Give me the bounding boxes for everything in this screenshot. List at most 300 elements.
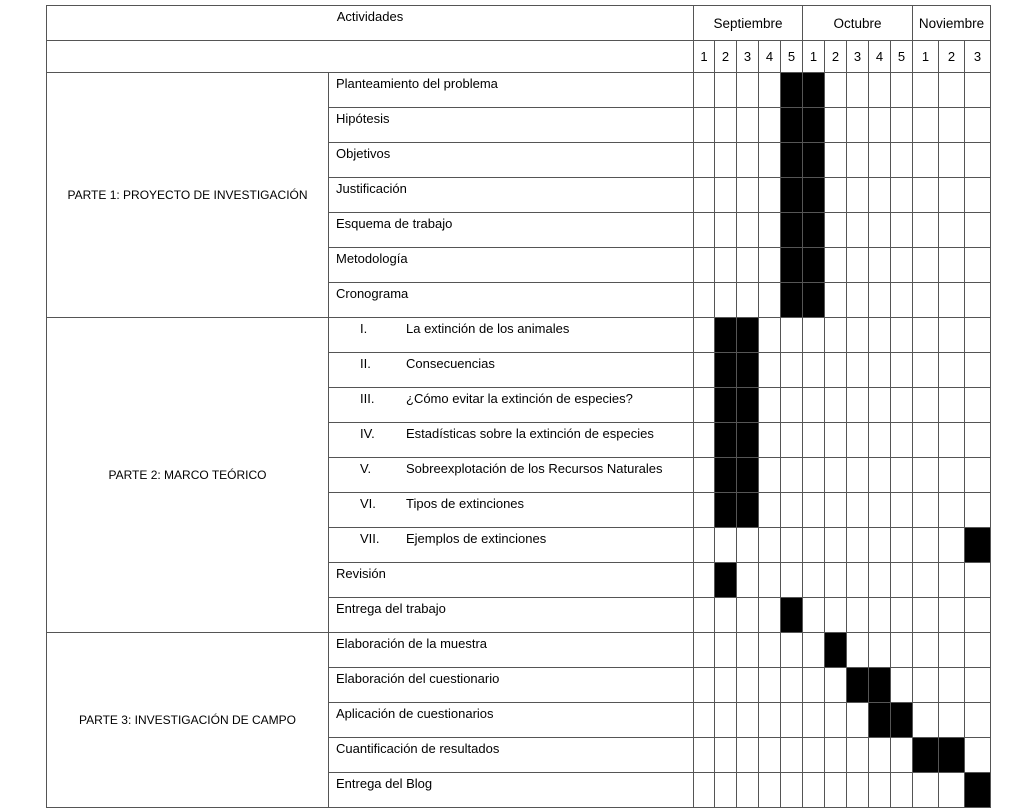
week-cell — [825, 143, 847, 178]
header-row-weeks — [47, 41, 991, 73]
week-cell — [825, 528, 847, 563]
scheduled-cell — [803, 143, 825, 178]
week-cell — [825, 178, 847, 213]
week-cell — [913, 563, 939, 598]
activity-label: Cuantificación de resultados — [336, 741, 500, 756]
week-cell — [913, 773, 939, 808]
scheduled-cell — [715, 388, 737, 423]
week-cell — [847, 423, 869, 458]
week-cell — [694, 248, 715, 283]
week-cell — [965, 703, 991, 738]
week-cell — [939, 353, 965, 388]
empty-header-cell — [47, 41, 694, 73]
week-cell — [939, 388, 965, 423]
week-cell — [939, 248, 965, 283]
week-cell — [737, 143, 759, 178]
section-number: II. — [360, 356, 371, 371]
activity-label: Ejemplos de extinciones — [406, 531, 547, 546]
week-cell — [847, 248, 869, 283]
week-cell — [939, 493, 965, 528]
activities-header: Actividades — [47, 6, 694, 41]
week-cell — [847, 353, 869, 388]
week-cell — [965, 178, 991, 213]
week-cell — [939, 143, 965, 178]
week-cell — [869, 493, 891, 528]
week-cell — [803, 353, 825, 388]
week-header: 2 — [715, 41, 737, 73]
week-cell — [965, 423, 991, 458]
week-cell — [939, 423, 965, 458]
week-cell — [694, 738, 715, 773]
activity-cell — [329, 388, 694, 423]
week-cell — [694, 598, 715, 633]
week-cell — [913, 493, 939, 528]
week-cell — [737, 528, 759, 563]
week-header: 1 — [913, 41, 939, 73]
week-cell — [825, 248, 847, 283]
scheduled-cell — [965, 528, 991, 563]
week-cell — [891, 773, 913, 808]
activity-label: Entrega del Blog — [336, 776, 433, 791]
week-cell — [869, 248, 891, 283]
activity-label: Consecuencias — [406, 356, 495, 371]
week-cell — [939, 773, 965, 808]
table-row — [47, 633, 991, 668]
week-cell — [825, 703, 847, 738]
week-cell — [694, 703, 715, 738]
week-cell — [847, 108, 869, 143]
section-number: V. — [360, 461, 372, 476]
week-cell — [781, 528, 803, 563]
activity-label: Aplicación de cuestionarios — [336, 706, 494, 721]
scheduled-cell — [781, 283, 803, 318]
section-number: IV. — [360, 426, 375, 441]
activity-cell — [329, 528, 694, 563]
week-cell — [939, 598, 965, 633]
week-cell — [781, 563, 803, 598]
part-label: PARTE 3: INVESTIGACIÓN DE CAMPO — [47, 633, 329, 808]
week-cell — [825, 283, 847, 318]
scheduled-cell — [803, 248, 825, 283]
week-cell — [803, 318, 825, 353]
scheduled-cell — [715, 493, 737, 528]
section-number: VII. — [360, 531, 380, 546]
scheduled-cell — [715, 423, 737, 458]
week-cell — [913, 458, 939, 493]
week-cell — [913, 318, 939, 353]
scheduled-cell — [737, 388, 759, 423]
week-cell — [825, 213, 847, 248]
week-cell — [869, 458, 891, 493]
week-cell — [759, 493, 781, 528]
section-number: VI. — [360, 496, 376, 511]
week-cell — [869, 353, 891, 388]
activity-cell — [329, 563, 694, 598]
week-cell — [737, 248, 759, 283]
week-cell — [869, 73, 891, 108]
week-cell — [965, 738, 991, 773]
activity-label: Elaboración de la muestra — [336, 636, 488, 651]
week-cell — [847, 458, 869, 493]
activity-cell — [329, 318, 694, 353]
week-cell — [965, 493, 991, 528]
month-header: Octubre — [803, 6, 913, 41]
activity-cell — [329, 73, 694, 108]
week-cell — [781, 493, 803, 528]
week-cell — [694, 563, 715, 598]
week-cell — [759, 703, 781, 738]
week-cell — [694, 143, 715, 178]
week-cell — [869, 213, 891, 248]
week-cell — [715, 528, 737, 563]
part-label: PARTE 2: MARCO TEÓRICO — [47, 318, 329, 633]
week-cell — [781, 738, 803, 773]
week-cell — [847, 738, 869, 773]
week-cell — [737, 283, 759, 318]
week-cell — [694, 388, 715, 423]
week-cell — [891, 73, 913, 108]
week-cell — [715, 248, 737, 283]
schedule-table — [46, 5, 991, 808]
week-cell — [781, 353, 803, 388]
activity-cell — [329, 143, 694, 178]
week-cell — [759, 598, 781, 633]
week-cell — [825, 388, 847, 423]
week-cell — [781, 388, 803, 423]
scheduled-cell — [869, 703, 891, 738]
week-cell — [737, 738, 759, 773]
week-cell — [965, 633, 991, 668]
week-cell — [891, 528, 913, 563]
activity-label: La extinción de los animales — [406, 321, 570, 336]
week-cell — [869, 528, 891, 563]
week-cell — [694, 423, 715, 458]
scheduled-cell — [891, 703, 913, 738]
week-cell — [715, 703, 737, 738]
week-cell — [847, 388, 869, 423]
week-cell — [913, 283, 939, 318]
week-cell — [803, 423, 825, 458]
scheduled-cell — [803, 108, 825, 143]
week-cell — [694, 458, 715, 493]
week-cell — [891, 668, 913, 703]
week-cell — [847, 178, 869, 213]
week-cell — [965, 458, 991, 493]
week-cell — [847, 703, 869, 738]
week-cell — [737, 73, 759, 108]
week-cell — [803, 633, 825, 668]
scheduled-cell — [825, 633, 847, 668]
week-cell — [803, 598, 825, 633]
week-header: 1 — [803, 41, 825, 73]
week-header: 5 — [781, 41, 803, 73]
week-header: 2 — [825, 41, 847, 73]
week-cell — [694, 73, 715, 108]
scheduled-cell — [803, 178, 825, 213]
week-cell — [847, 633, 869, 668]
week-header: 3 — [737, 41, 759, 73]
week-cell — [869, 773, 891, 808]
activity-label: Sobreexplotación de los Recursos Naturales — [406, 461, 663, 476]
week-cell — [939, 213, 965, 248]
week-cell — [737, 633, 759, 668]
week-cell — [781, 633, 803, 668]
week-cell — [965, 143, 991, 178]
activity-cell — [329, 703, 694, 738]
week-cell — [694, 773, 715, 808]
month-header: Noviembre — [913, 6, 991, 41]
table-row — [47, 318, 991, 353]
activity-cell — [329, 598, 694, 633]
scheduled-cell — [781, 108, 803, 143]
week-cell — [891, 563, 913, 598]
week-cell — [715, 213, 737, 248]
activity-cell — [329, 213, 694, 248]
week-cell — [913, 423, 939, 458]
section-number: I. — [360, 321, 368, 336]
week-cell — [913, 598, 939, 633]
activity-label: Metodología — [336, 251, 408, 266]
activity-cell — [329, 178, 694, 213]
activity-cell — [329, 668, 694, 703]
week-cell — [939, 458, 965, 493]
week-cell — [891, 213, 913, 248]
week-cell — [965, 388, 991, 423]
scheduled-cell — [715, 318, 737, 353]
week-cell — [715, 143, 737, 178]
week-cell — [869, 423, 891, 458]
week-cell — [891, 143, 913, 178]
activity-label: Entrega del trabajo — [336, 601, 446, 616]
week-cell — [913, 388, 939, 423]
scheduled-cell — [781, 178, 803, 213]
week-cell — [965, 213, 991, 248]
week-cell — [939, 668, 965, 703]
activity-cell — [329, 353, 694, 388]
week-cell — [825, 73, 847, 108]
scheduled-cell — [781, 213, 803, 248]
week-cell — [965, 248, 991, 283]
week-cell — [869, 598, 891, 633]
week-cell — [939, 283, 965, 318]
week-cell — [869, 283, 891, 318]
week-cell — [965, 283, 991, 318]
week-cell — [694, 108, 715, 143]
week-cell — [694, 668, 715, 703]
activity-label: Esquema de trabajo — [336, 216, 453, 231]
week-cell — [913, 633, 939, 668]
week-cell — [847, 213, 869, 248]
week-cell — [825, 108, 847, 143]
week-cell — [891, 283, 913, 318]
activity-label: Elaboración del cuestionario — [336, 671, 500, 686]
week-cell — [759, 563, 781, 598]
week-header: 4 — [869, 41, 891, 73]
week-cell — [759, 73, 781, 108]
week-cell — [759, 318, 781, 353]
week-cell — [694, 213, 715, 248]
week-header: 3 — [847, 41, 869, 73]
week-cell — [759, 353, 781, 388]
week-cell — [759, 633, 781, 668]
week-cell — [847, 493, 869, 528]
week-cell — [847, 598, 869, 633]
week-cell — [694, 178, 715, 213]
scheduled-cell — [737, 353, 759, 388]
week-cell — [759, 178, 781, 213]
week-header: 3 — [965, 41, 991, 73]
week-cell — [781, 318, 803, 353]
week-cell — [847, 73, 869, 108]
week-header: 4 — [759, 41, 781, 73]
week-cell — [825, 738, 847, 773]
week-cell — [847, 528, 869, 563]
week-cell — [939, 703, 965, 738]
scheduled-cell — [737, 493, 759, 528]
week-cell — [803, 388, 825, 423]
activity-label: Justificación — [336, 181, 407, 196]
week-cell — [694, 318, 715, 353]
week-cell — [939, 178, 965, 213]
scheduled-cell — [803, 283, 825, 318]
week-cell — [715, 738, 737, 773]
week-cell — [869, 388, 891, 423]
week-cell — [847, 283, 869, 318]
week-cell — [737, 213, 759, 248]
week-cell — [803, 773, 825, 808]
week-cell — [913, 668, 939, 703]
week-cell — [913, 108, 939, 143]
activity-label: Planteamiento del problema — [336, 76, 498, 91]
week-cell — [759, 528, 781, 563]
week-cell — [939, 73, 965, 108]
week-cell — [869, 563, 891, 598]
week-cell — [869, 178, 891, 213]
week-cell — [869, 108, 891, 143]
week-cell — [891, 633, 913, 668]
week-cell — [965, 108, 991, 143]
activity-cell — [329, 773, 694, 808]
week-cell — [781, 773, 803, 808]
week-cell — [715, 773, 737, 808]
week-cell — [715, 283, 737, 318]
week-cell — [825, 563, 847, 598]
week-cell — [825, 353, 847, 388]
week-cell — [891, 738, 913, 773]
week-cell — [759, 388, 781, 423]
week-cell — [939, 563, 965, 598]
week-cell — [847, 773, 869, 808]
week-cell — [715, 668, 737, 703]
scheduled-cell — [939, 738, 965, 773]
week-cell — [891, 458, 913, 493]
week-cell — [759, 668, 781, 703]
week-cell — [803, 528, 825, 563]
week-cell — [803, 738, 825, 773]
week-cell — [891, 493, 913, 528]
week-cell — [737, 178, 759, 213]
scheduled-cell — [737, 318, 759, 353]
scheduled-cell — [803, 213, 825, 248]
week-cell — [939, 528, 965, 563]
week-cell — [825, 318, 847, 353]
week-cell — [781, 423, 803, 458]
week-header: 1 — [694, 41, 715, 73]
month-header: Septiembre — [694, 6, 803, 41]
week-cell — [847, 318, 869, 353]
week-cell — [869, 633, 891, 668]
week-cell — [759, 458, 781, 493]
week-cell — [737, 668, 759, 703]
week-cell — [939, 633, 965, 668]
activity-label: Estadísticas sobre la extinción de especies — [406, 426, 654, 441]
week-cell — [891, 108, 913, 143]
week-cell — [847, 143, 869, 178]
week-cell — [737, 703, 759, 738]
week-cell — [847, 563, 869, 598]
scheduled-cell — [715, 458, 737, 493]
week-cell — [803, 493, 825, 528]
scheduled-cell — [715, 353, 737, 388]
week-cell — [913, 178, 939, 213]
week-cell — [965, 73, 991, 108]
week-cell — [913, 143, 939, 178]
scheduled-cell — [781, 73, 803, 108]
week-cell — [715, 73, 737, 108]
week-cell — [715, 598, 737, 633]
scheduled-cell — [913, 738, 939, 773]
activity-label: ¿Cómo evitar la extinción de especies? — [406, 391, 633, 406]
week-cell — [825, 493, 847, 528]
week-cell — [694, 283, 715, 318]
week-cell — [737, 563, 759, 598]
week-cell — [759, 283, 781, 318]
section-number: III. — [360, 391, 375, 406]
week-cell — [781, 668, 803, 703]
week-cell — [759, 108, 781, 143]
activity-cell — [329, 633, 694, 668]
week-header: 2 — [939, 41, 965, 73]
activity-label: Revisión — [336, 566, 386, 581]
week-cell — [939, 108, 965, 143]
week-cell — [825, 423, 847, 458]
activity-cell — [329, 108, 694, 143]
scheduled-cell — [737, 423, 759, 458]
scheduled-cell — [847, 668, 869, 703]
week-cell — [803, 703, 825, 738]
scheduled-cell — [781, 143, 803, 178]
week-cell — [694, 493, 715, 528]
week-cell — [759, 773, 781, 808]
scheduled-cell — [781, 248, 803, 283]
week-cell — [825, 773, 847, 808]
activity-label: Objetivos — [336, 146, 391, 161]
week-cell — [869, 318, 891, 353]
week-cell — [694, 633, 715, 668]
week-cell — [825, 598, 847, 633]
week-cell — [939, 318, 965, 353]
week-cell — [694, 528, 715, 563]
week-cell — [965, 353, 991, 388]
week-cell — [965, 318, 991, 353]
week-cell — [869, 143, 891, 178]
week-cell — [891, 598, 913, 633]
scheduled-cell — [715, 563, 737, 598]
week-cell — [759, 248, 781, 283]
week-cell — [913, 353, 939, 388]
week-cell — [781, 458, 803, 493]
week-cell — [825, 458, 847, 493]
